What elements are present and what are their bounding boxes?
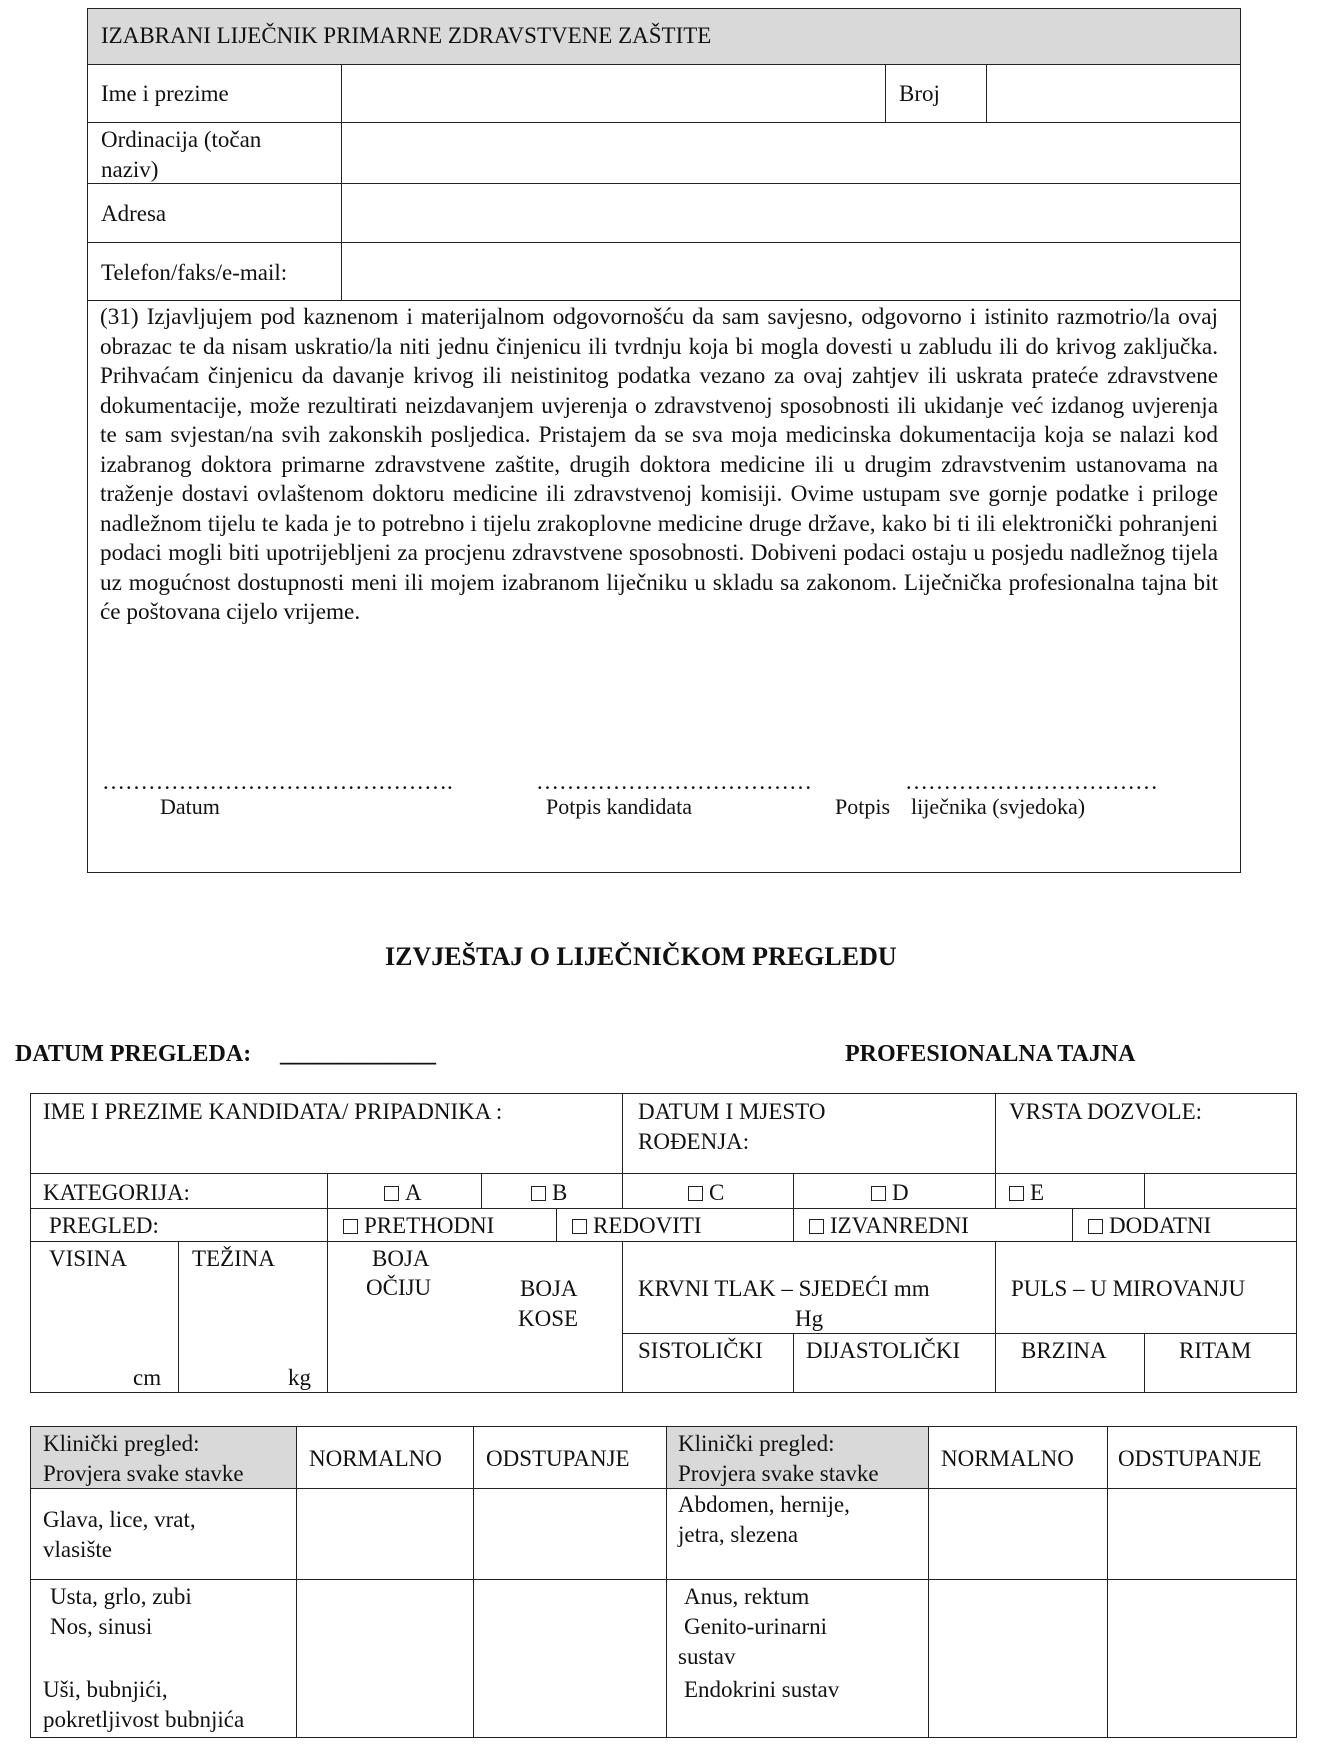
divider (1107, 1426, 1108, 1738)
pulse-label: PULS – U MIROVANJU (1011, 1276, 1246, 1301)
divider (622, 1173, 623, 1208)
candidate-signature-label: Potpis kandidata (546, 794, 693, 819)
divider (622, 1241, 623, 1393)
doctor-signature-dots: …………………………… (905, 769, 1158, 794)
normal-cell-head-neck[interactable] (298, 1490, 471, 1578)
clinical-header-right-line1: Klinički pregled: (678, 1431, 835, 1456)
checkbox-icon (343, 1219, 358, 1234)
category-d-label: D (892, 1180, 909, 1205)
exam-previous-label: PRETHODNI (364, 1213, 495, 1238)
deviation-cell-head-neck[interactable] (475, 1490, 665, 1578)
divider (30, 1208, 1297, 1209)
divider (885, 64, 886, 122)
exam-additional-checkbox[interactable] (1088, 1212, 1211, 1239)
category-b-label: B (552, 1180, 568, 1205)
exam-extraordinary-label: IZVANREDNI (830, 1213, 969, 1238)
doctor-signature-label-a: Potpis (835, 794, 891, 819)
checkbox-icon (1088, 1219, 1103, 1234)
divider (327, 1241, 328, 1393)
list-item-ears-line2: pokretljivost bubnjića (43, 1707, 245, 1732)
list-item-abdomen-line1: Abdomen, hernije, (678, 1492, 850, 1517)
checkbox-icon (572, 1219, 587, 1234)
category-a-checkbox[interactable] (384, 1179, 422, 1206)
normal-cell-abdomen[interactable] (930, 1490, 1106, 1578)
doctor-number-field[interactable] (988, 66, 1238, 121)
list-item-mouth-throat: Usta, grlo, zubi (50, 1584, 192, 1609)
list-item-nose-sinuses: Nos, sinusi (50, 1614, 153, 1639)
declaration-text: (31) Izjavljujem pod kaznenom i materijalnom odgovornošću da sam savjesno, odgovorno i istinito razmotrio/la ovaj obrazac te da nisam uskratio/la niti jednu činjenicu ili tvrdnju koja bi mogla dovesti u zabludu ili do krivog zaključka. Prihvaćam činjenicu da davanje krivog ili neistinitog podatka vezano za ovaj zahtjev ili uskrata prateće zdravstvene dokumentacije, može rezultirati neizdavanjem uvjerenja o zdravstvenoj sposobnosti ili ukidanje već izdanog uvjerenja te sam svjestan/na svih zakonskih posljedica. Pristajem da se sva moja medicinska dokumentacija koja se nalazi kod izabranog doktora primarne zdravstvene zaštite, drugih doktora medicine ili u drugim zdravstvenim ustanovama na traženje dostavi ovlaštenom doktoru medicine ili zdravstvenoj komisiji. Ovime ustupam sve gornje podatke i priloge nadležnom tijelu te kada je to potrebno i tijelu zrakoplovne medicine druge države, kako bi ti ili elektronički pohranjeni podaci mogli biti upotrijebljeni za procjenu zdravstvene sposobnosti. Dobiveni podaci ostaju u posjedu nadležnog tijela uz mogućnost dostupnosti meni ili mojem izabranom liječniku u skladu sa zakonom. Liječnička profesionalna tajna bit će poštovana cijelo vrijeme. (100, 304, 1218, 625)
divider (1144, 1173, 1145, 1208)
list-item-anus-rectum: Anus, rektum (684, 1584, 810, 1609)
divider (296, 1426, 297, 1738)
doctor-signature-label-b: liječnika (svjedoka) (911, 794, 1086, 819)
divider (30, 1241, 1297, 1242)
divider (473, 1426, 474, 1738)
pulse-rate-label: BRZINA (1021, 1338, 1107, 1363)
exam-date-field[interactable]: _____________ (280, 1041, 436, 1067)
deviation-header-left: ODSTUPANJE (486, 1446, 630, 1471)
systolic-label: SISTOLIČKI (638, 1338, 763, 1363)
diastolic-label: DIJASTOLIČKI (806, 1338, 961, 1363)
hair-color-label-line1: BOJA (520, 1276, 578, 1301)
date-dots: ………………………………………. (102, 769, 453, 794)
divider (327, 1208, 328, 1241)
clinical-header-left-line1: Klinički pregled: (43, 1431, 200, 1456)
divider (327, 1173, 328, 1208)
checkbox-icon (1009, 1186, 1024, 1201)
checkbox-icon (384, 1186, 399, 1201)
hair-color-label-line2: KOSE (518, 1306, 579, 1331)
category-d-checkbox[interactable] (871, 1179, 909, 1206)
contact-label: Telefon/faks/e-mail: (101, 260, 288, 285)
address-label: Adresa (101, 201, 167, 226)
doctor-name-label: Ime i prezime (101, 81, 229, 106)
license-label: VRSTA DOZVOLE: (1009, 1099, 1203, 1124)
birth-label-line1: DATUM I MJESTO (638, 1099, 826, 1124)
divider (666, 1426, 667, 1738)
divider (995, 1241, 996, 1393)
divider (793, 1333, 794, 1393)
eye-color-label-line2: OČIJU (366, 1275, 432, 1300)
exam-previous-checkbox[interactable] (343, 1212, 494, 1239)
normal-header-left: NORMALNO (309, 1446, 442, 1471)
birth-label-line2: ROĐENJA: (638, 1129, 750, 1154)
category-c-checkbox[interactable] (688, 1179, 724, 1206)
doctor-section-title: IZABRANI LIJEČNIK PRIMARNE ZDRAVSTVENE ZAŠTITE (101, 23, 712, 48)
doctor-name-field[interactable] (343, 66, 883, 121)
divider (793, 1173, 794, 1208)
divider (995, 1173, 996, 1208)
blood-pressure-label-line2: Hg (795, 1306, 824, 1331)
checkbox-icon (809, 1219, 824, 1234)
category-label: KATEGORIJA: (43, 1180, 190, 1205)
category-e-checkbox[interactable] (1009, 1179, 1044, 1206)
divider (87, 183, 1241, 184)
exam-additional-label: DODATNI (1109, 1213, 1212, 1238)
divider (87, 242, 1241, 243)
divider (556, 1208, 557, 1241)
divider (178, 1241, 179, 1393)
weight-unit: kg (288, 1365, 311, 1390)
candidate-signature-dots: ……………………………… (536, 769, 812, 794)
list-item-head-neck-line1: Glava, lice, vrat, (43, 1507, 196, 1532)
divider (1072, 1208, 1073, 1241)
list-item-genitourinary-line2: sustav (678, 1644, 736, 1669)
clinical-header-left-line2: Provjera svake stavke (43, 1461, 244, 1486)
category-c-label: C (709, 1180, 725, 1205)
divider (341, 64, 342, 301)
pulse-rhythm-label: RITAM (1179, 1338, 1252, 1363)
divider (481, 1173, 482, 1208)
divider (30, 1173, 1297, 1174)
date-label: Datum (160, 794, 220, 819)
list-item-genitourinary-line1: Genito-urinarni (684, 1614, 828, 1639)
height-label: VISINA (49, 1246, 127, 1271)
exam-label: PREGLED: (49, 1213, 159, 1238)
doctor-number-label: Broj (899, 81, 940, 106)
divider (986, 64, 987, 122)
report-title: IZVJEŠTAJ O LIJEČNIČKOM PREGLEDU (385, 942, 897, 971)
deviation-cell-abdomen[interactable] (1109, 1490, 1296, 1578)
category-a-label: A (405, 1180, 422, 1205)
candidate-name-label: IME I PREZIME KANDIDATA/ PRIPADNIKA : (43, 1099, 503, 1124)
deviation-header-right: ODSTUPANJE (1118, 1446, 1262, 1471)
divider (928, 1426, 929, 1738)
checkbox-icon (531, 1186, 546, 1201)
office-label-line1: Ordinacija (točan (101, 127, 262, 152)
exam-regular-label: REDOVITI (593, 1213, 702, 1238)
eye-color-label-line1: BOJA (372, 1246, 430, 1271)
divider (793, 1208, 794, 1241)
height-unit: cm (133, 1365, 162, 1390)
contact-field[interactable] (343, 244, 1239, 300)
confidential-label: PROFESIONALNA TAJNA (845, 1041, 1136, 1067)
list-item-head-neck-line2: vlasište (43, 1537, 112, 1562)
checkbox-icon (688, 1186, 703, 1201)
address-field[interactable] (343, 185, 1239, 241)
normal-header-right: NORMALNO (941, 1446, 1074, 1471)
exam-regular-checkbox[interactable] (572, 1212, 702, 1239)
office-label-line2: naziv) (101, 157, 159, 182)
divider (1144, 1333, 1145, 1393)
divider (622, 1093, 623, 1173)
exam-date-label: DATUM PREGLEDA: (15, 1041, 252, 1067)
divider (87, 122, 1241, 123)
blood-pressure-label-line1: KRVNI TLAK – SJEDEĆI mm (638, 1276, 930, 1301)
divider (622, 1333, 1297, 1334)
category-b-checkbox[interactable] (531, 1179, 567, 1206)
weight-label: TEŽINA (192, 1246, 276, 1271)
list-item-ears-line1: Uši, bubnjići, (43, 1677, 168, 1702)
checkbox-icon (871, 1186, 886, 1201)
exam-extraordinary-checkbox[interactable] (809, 1212, 969, 1239)
office-field[interactable] (343, 124, 1239, 182)
list-item-abdomen-line2: jetra, slezena (678, 1522, 799, 1547)
list-item-endocrine: Endokrini sustav (684, 1677, 840, 1702)
category-e-label: E (1030, 1180, 1045, 1205)
divider (995, 1093, 996, 1173)
clinical-header-right-line2: Provjera svake stavke (678, 1461, 879, 1486)
